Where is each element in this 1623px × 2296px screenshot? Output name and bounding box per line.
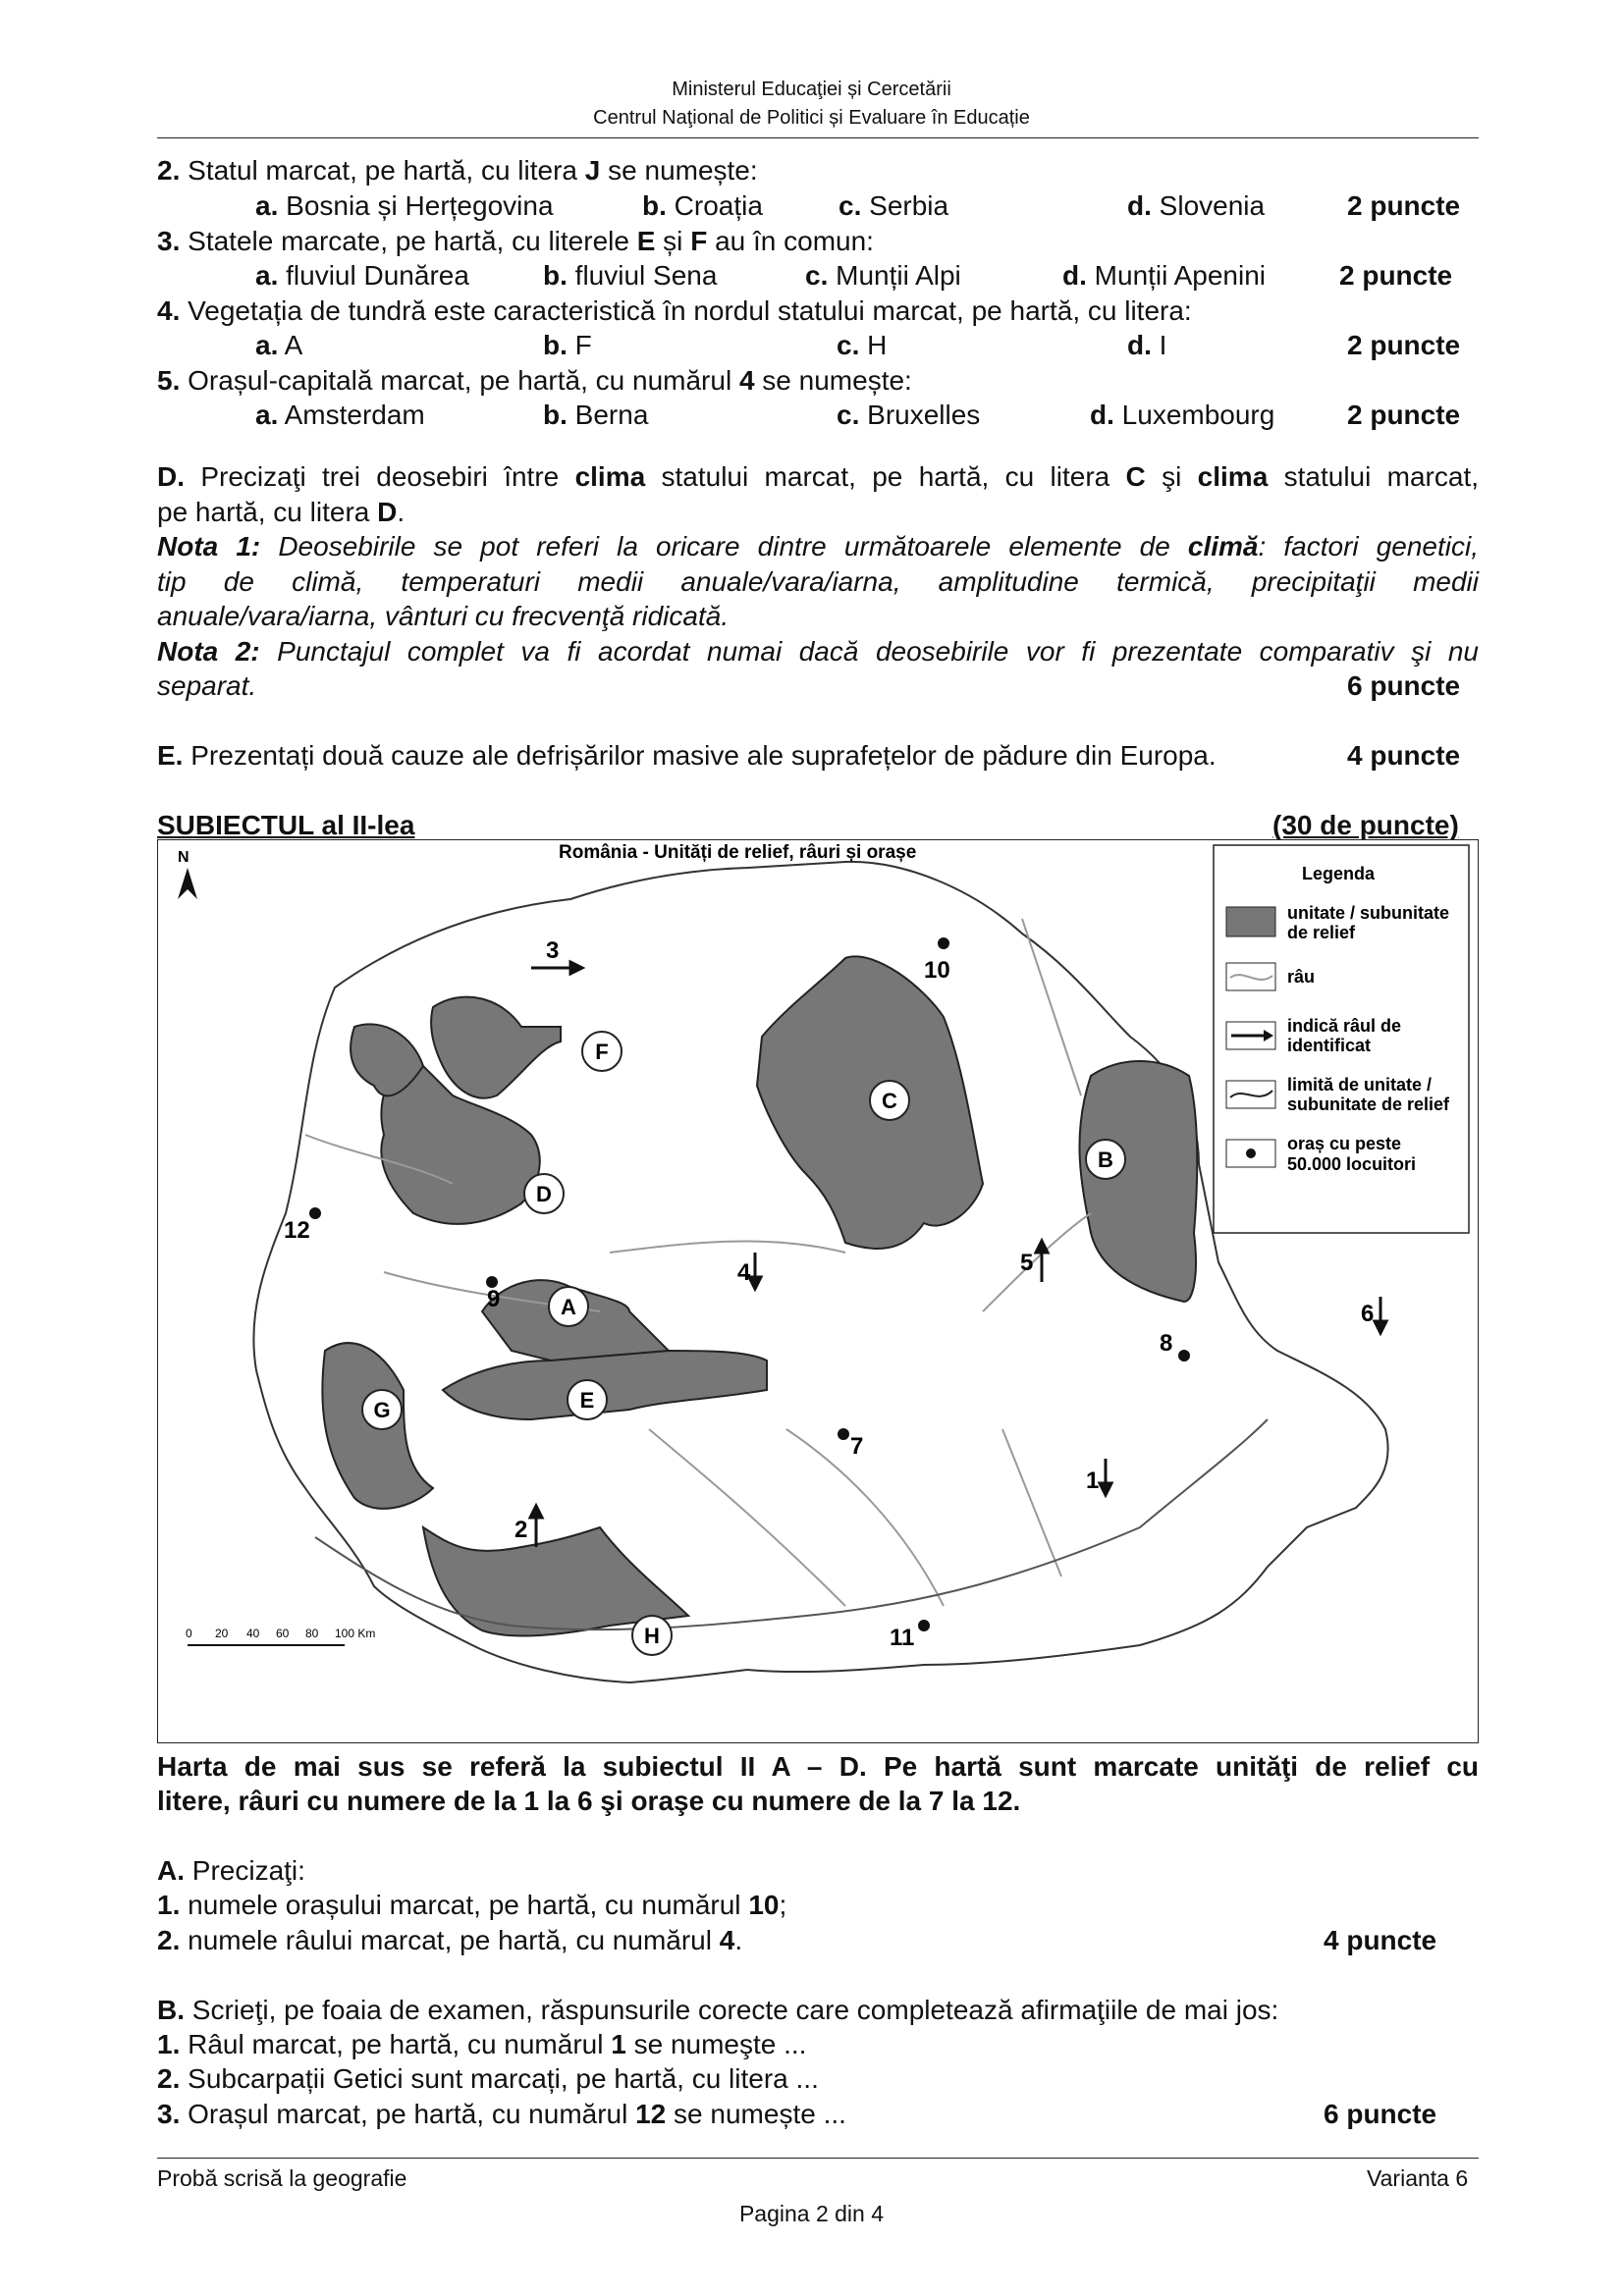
river-5 bbox=[786, 1429, 944, 1606]
q4-option-d: d. I bbox=[1127, 330, 1167, 360]
q4-option-b: b. F bbox=[543, 330, 592, 360]
river-arrow-6-head bbox=[1375, 1321, 1386, 1333]
legend-arrow-label2: identificat bbox=[1287, 1036, 1372, 1055]
river-1 bbox=[1002, 1429, 1061, 1576]
legend-city-icon bbox=[1246, 1148, 1256, 1158]
nota1-line2: tip de climă, temperaturi medii anuale/vara/iarna, amplitudine termică, precipitaţii medii bbox=[157, 566, 1479, 597]
header-ministry: Ministerul Educaţiei și Cercetării bbox=[672, 79, 951, 100]
q3-points: 2 puncte bbox=[1339, 260, 1453, 291]
river-3 bbox=[610, 1241, 845, 1253]
section-b-item3: 3. Orașul marcat, pe hartă, cu numărul 12 se numește ... bbox=[157, 2099, 846, 2129]
scale-80: 80 bbox=[305, 1627, 319, 1640]
legend-arrow-label1: indică râul de bbox=[1287, 1016, 1402, 1036]
map-letter-h: H bbox=[644, 1624, 660, 1648]
section-a-item1: 1. numele orașului marcat, pe hartă, cu numărul 10; bbox=[157, 1890, 787, 1920]
map-number-12: 12 bbox=[284, 1217, 310, 1244]
map-caption-line1: Harta de mai sus se referă la subiectul II A – D. Pe hartă sunt marcate unităţi de relief cu bbox=[157, 1751, 1479, 1782]
scale-40: 40 bbox=[246, 1627, 260, 1640]
q5-option-c: c. Bruxelles bbox=[837, 400, 981, 430]
legend-relief-label1: unitate / subunitate bbox=[1287, 903, 1450, 923]
q3-option-b: b. fluviul Sena bbox=[543, 260, 718, 291]
scale-100km: 100 Km bbox=[335, 1627, 376, 1640]
section-b-item2: 2. Subcarpații Getici sunt marcați, pe hartă, cu litera ... bbox=[157, 2063, 819, 2094]
map-letter-g: G bbox=[373, 1398, 391, 1422]
q2-option-c: c. Serbia bbox=[839, 190, 949, 221]
map-number-9: 9 bbox=[487, 1286, 501, 1312]
map-number-11: 11 bbox=[890, 1625, 915, 1651]
map-number-1: 1 bbox=[1086, 1468, 1100, 1494]
map-number-2: 2 bbox=[514, 1517, 528, 1543]
subject-2-title: SUBIECTUL al II-lea bbox=[157, 810, 415, 840]
section-d-points: 6 puncte bbox=[1347, 670, 1461, 701]
scale-60: 60 bbox=[276, 1627, 290, 1640]
river-arrow-3-head bbox=[570, 962, 582, 974]
map-letter-c: C bbox=[882, 1089, 897, 1113]
relief-unit-b bbox=[1079, 1061, 1197, 1302]
q3-option-c: c. Munții Alpi bbox=[805, 260, 961, 291]
footer-page-number: Pagina 2 din 4 bbox=[738, 2201, 885, 2226]
question-3: 3. Statele marcate, pe hartă, cu literele E și F au în comun: bbox=[157, 226, 874, 256]
river-arrow-4-head bbox=[749, 1277, 761, 1289]
map-letter-e: E bbox=[579, 1388, 595, 1413]
legend-boundary-label1: limită de unitate / bbox=[1287, 1075, 1433, 1095]
section-d-line2: pe hartă, cu litera D. bbox=[157, 497, 406, 527]
nota2-line1: Nota 2: Punctajul complet va fi acordat numai dacă deosebirile vor fi prezentate comparativ şi nu bbox=[157, 636, 1479, 667]
question-4: 4. Vegetația de tundră este caracteristică în nordul statului marcat, pe hartă, cu litera: bbox=[157, 295, 1192, 326]
city-dot-8 bbox=[1178, 1350, 1190, 1362]
legend-relief-icon bbox=[1226, 907, 1275, 936]
map-number-8: 8 bbox=[1160, 1330, 1173, 1357]
map-number-5: 5 bbox=[1020, 1250, 1034, 1276]
q4-option-c: c. H bbox=[837, 330, 888, 360]
q4-option-a: a. A bbox=[255, 330, 303, 360]
q2-points: 2 puncte bbox=[1347, 190, 1461, 221]
legend-title: Legenda bbox=[1302, 864, 1376, 883]
city-dot-11 bbox=[918, 1620, 930, 1631]
q3-option-a: a. fluviul Dunărea bbox=[255, 260, 469, 291]
legend-city-label1: oraș cu peste bbox=[1287, 1134, 1402, 1153]
section-a-intro: A. Precizaţi: bbox=[157, 1855, 305, 1886]
river-arrow-5-head bbox=[1036, 1241, 1048, 1253]
q4-points: 2 puncte bbox=[1347, 330, 1461, 360]
relief-unit-f bbox=[431, 997, 561, 1098]
legend-city-label2: 50.000 locuitori bbox=[1287, 1154, 1417, 1174]
q2-option-a: a. Bosnia și Herțegovina bbox=[255, 190, 554, 221]
map-letter-d: D bbox=[536, 1182, 552, 1206]
map-number-10: 10 bbox=[924, 957, 950, 984]
section-d-line1: D. Precizaţi trei deosebiri între clima statului marcat, pe hartă, cu litera C şi clima statului marcat, bbox=[157, 461, 1480, 492]
question-5: 5. Orașul-capitală marcat, pe hartă, cu numărul 4 se numește: bbox=[157, 365, 912, 396]
map-letter-f: F bbox=[595, 1040, 609, 1064]
q5-option-d: d. Luxembourg bbox=[1090, 400, 1275, 430]
q5-option-a: a. Amsterdam bbox=[255, 400, 425, 430]
map-number-3: 3 bbox=[546, 937, 560, 964]
footer-variant: Varianta 6 bbox=[1367, 2165, 1469, 2191]
river-8 bbox=[1022, 919, 1081, 1095]
question-2: 2. Statul marcat, pe hartă, cu litera J se numește: bbox=[157, 155, 758, 186]
city-dot-7 bbox=[838, 1428, 849, 1440]
map-caption-line2: litere, râuri cu numere de la 1 la 6 şi oraşe cu numere de la 7 la 12. bbox=[157, 1786, 1021, 1816]
map-number-7: 7 bbox=[850, 1433, 864, 1460]
river-6 bbox=[983, 1213, 1091, 1311]
section-b-points: 6 puncte bbox=[1324, 2099, 1437, 2129]
section-e: E. Prezentați două cauze ale defrișărilor masive ale suprafețelor de pădure din Europa. bbox=[157, 740, 1217, 771]
section-a-points: 4 puncte bbox=[1324, 1925, 1437, 1955]
scale-0: 0 bbox=[186, 1627, 192, 1640]
river-4 bbox=[649, 1429, 845, 1606]
legend-relief-label2: de relief bbox=[1287, 923, 1356, 942]
q2-option-d: d. Slovenia bbox=[1127, 190, 1266, 221]
north-arrow-icon bbox=[178, 868, 197, 899]
section-a-item2: 2. numele râului marcat, pe hartă, cu numărul 4. bbox=[157, 1925, 743, 1955]
river-arrow-2-head bbox=[530, 1506, 542, 1518]
q5-option-b: b. Berna bbox=[543, 400, 649, 430]
subject-2-points: (30 de puncte) bbox=[1272, 810, 1459, 840]
q5-points: 2 puncte bbox=[1347, 400, 1461, 430]
legend-river-label: râu bbox=[1287, 967, 1316, 987]
map-number-4: 4 bbox=[737, 1259, 751, 1286]
legend-boundary-label2: subunitate de relief bbox=[1287, 1095, 1450, 1114]
nota1-line3: anuale/vara/iarna, vânturi cu frecvenţă ridicată. bbox=[157, 601, 730, 631]
footer-rule bbox=[157, 2158, 1479, 2159]
map-number-6: 6 bbox=[1361, 1301, 1375, 1327]
footer-subject: Probă scrisă la geografie bbox=[157, 2165, 407, 2191]
north-label: N bbox=[178, 849, 189, 866]
map-letter-a: A bbox=[561, 1295, 576, 1319]
romania-relief-map bbox=[157, 839, 1479, 1743]
nota2-line2: separat. bbox=[157, 670, 257, 701]
q2-option-b: b. Croația bbox=[642, 190, 763, 221]
city-dot-10 bbox=[938, 937, 949, 949]
section-b-item1: 1. Râul marcat, pe hartă, cu numărul 1 se numeşte ... bbox=[157, 2029, 807, 2059]
map-title: România - Unități de relief, râuri și orașe bbox=[559, 842, 917, 863]
nota1-line1: Nota 1: Deosebirile se pot referi la oricare dintre următoarele elemente de climă: factori genetici, bbox=[157, 531, 1480, 561]
scale-20: 20 bbox=[215, 1627, 229, 1640]
section-b-intro: B. Scrieţi, pe foaia de examen, răspunsurile corecte care completează afirmaţiile de mai jos: bbox=[157, 1995, 1279, 2025]
section-e-points: 4 puncte bbox=[1347, 740, 1461, 771]
header-center: Centrul Naţional de Politici și Evaluare în Educație bbox=[593, 107, 1030, 129]
city-dot-12 bbox=[309, 1207, 321, 1219]
river-arrow-1-head bbox=[1100, 1483, 1111, 1495]
header-rule bbox=[157, 137, 1479, 138]
q3-option-d: d. Munții Apenini bbox=[1062, 260, 1267, 291]
map-letter-b: B bbox=[1098, 1148, 1113, 1172]
